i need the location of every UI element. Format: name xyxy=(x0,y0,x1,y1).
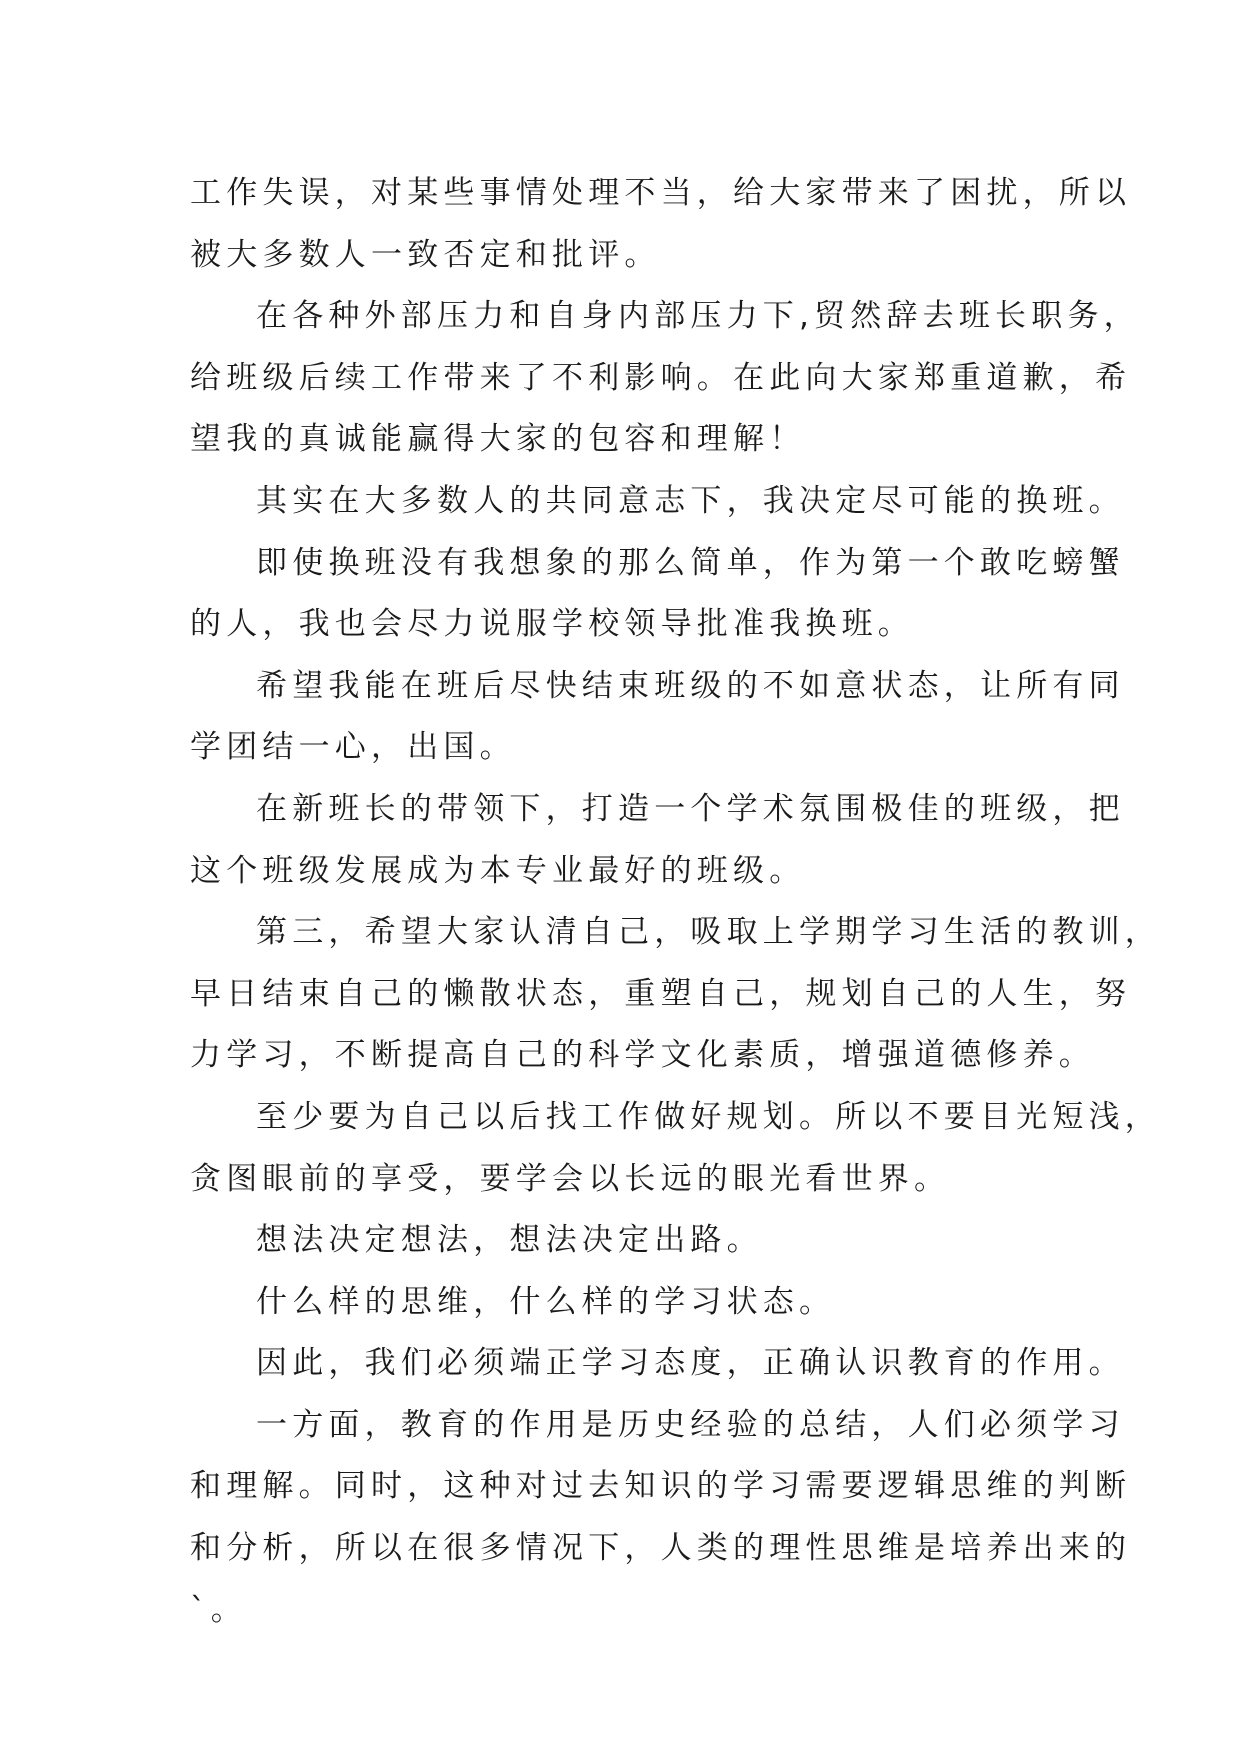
text-line: 一方面，教育的作用是历史经验的总结，人们必须学习 xyxy=(256,1406,1125,1443)
text-line: 工作失误，对某些事情处理不当，给大家带来了困扰，所以 xyxy=(190,175,1132,211)
text-line: 想法决定想法，想法决定出路。 xyxy=(256,1222,763,1259)
text-line: 望我的真诚能赢得大家的包容和理解！ xyxy=(190,421,806,458)
text-line: 早日结束自己的懒散状态，重塑自己，规划自己的人生，努 xyxy=(190,975,1132,1012)
text-line: 的人，我也会尽力说服学校领导批准我换班。 xyxy=(190,606,914,643)
text-line: 其实在大多数人的共同意志下，我决定尽可能的换班。 xyxy=(256,482,1125,519)
text-line: 学团结一心，出国。 xyxy=(190,729,516,766)
text-line: 给班级后续工作带来了不利影响。在此向大家郑重道歉，希 xyxy=(190,359,1132,396)
text-line: 第三，希望大家认清自己，吸取上学期学习生活的教训， xyxy=(256,914,1161,951)
text-line: 在各种外部压力和自身内部压力下,贸然辞去班长职务， xyxy=(256,298,1140,335)
text-line: 贪图眼前的享受，要学会以长远的眼光看世界。 xyxy=(190,1160,951,1197)
text-line: 力学习，不断提高自己的科学文化素质，增强道德修养。 xyxy=(190,1037,1095,1074)
document-body xyxy=(190,163,1161,1641)
text-line: 至少要为自己以后找工作做好规划。所以不要目光短浅， xyxy=(256,1098,1161,1135)
text-line: 因此，我们必须端正学习态度，正确认识教育的作用。 xyxy=(256,1345,1125,1382)
text-line: 什么样的思维，什么样的学习状态。 xyxy=(256,1283,836,1320)
text-line: 被大多数人一致否定和批评。 xyxy=(190,236,661,273)
text-line: 在新班长的带领下，打造一个学术氛围极佳的班级，把 xyxy=(256,790,1125,827)
text-line: 希望我能在班后尽快结束班级的不如意状态，让所有同 xyxy=(256,667,1125,704)
text-line: 即使换班没有我想象的那么简单，作为第一个敢吃螃蟹 xyxy=(256,544,1125,581)
text-line: 和分析，所以在很多情况下，人类的理性思维是培养出来的 xyxy=(190,1530,1132,1567)
text-line: `。 xyxy=(190,1591,247,1628)
text-line: 这个班级发展成为本专业最好的班级。 xyxy=(190,852,806,889)
text-line: 和理解。同时，这种对过去知识的学习需要逻辑思维的判断 xyxy=(190,1468,1132,1505)
